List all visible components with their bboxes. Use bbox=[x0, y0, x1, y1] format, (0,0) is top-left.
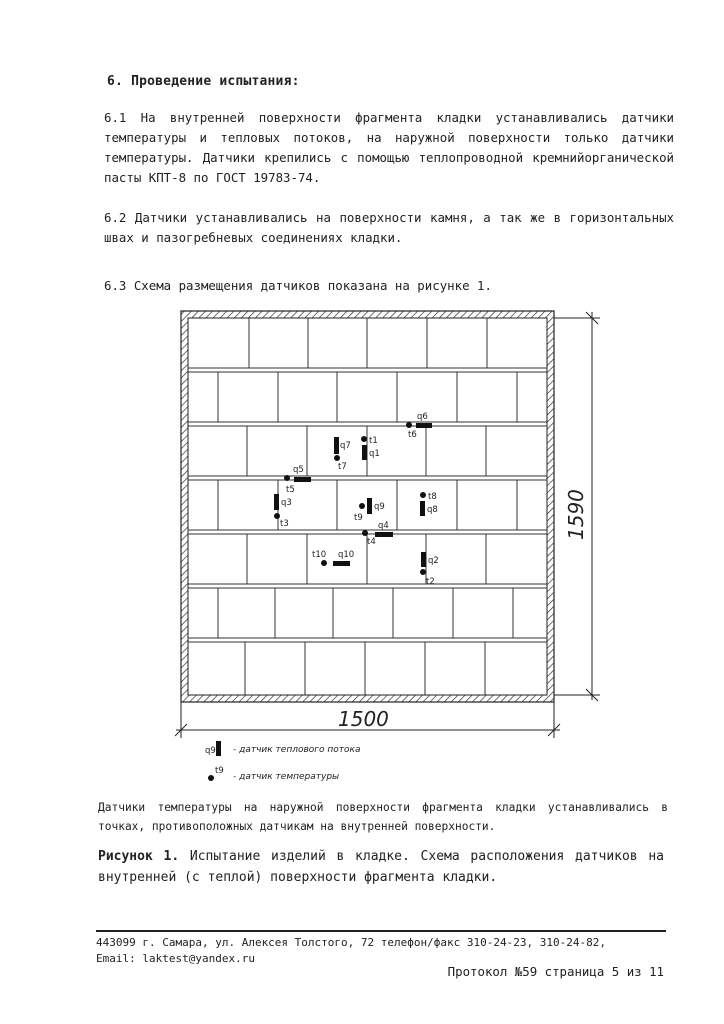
label-t9: t9 bbox=[354, 513, 363, 523]
label-q3: q3 bbox=[281, 498, 292, 508]
label-q7: q7 bbox=[340, 441, 351, 451]
sensor-q6-bar bbox=[416, 423, 432, 428]
label-q1: q1 bbox=[369, 449, 380, 459]
paragraph-6-1: 6.1 На внутренней поверхности фрагмента кладки устанавливались датчики температуры и тепловых потоков, на наружной поверхности только датчики температуры. Датчики крепились с помощью теплопроводной кремнийорганической пасты КПТ-8 по ГОСТ 19783-74. bbox=[104, 110, 674, 185]
sensor-q9-bar bbox=[367, 498, 372, 514]
sensor-q3-bar bbox=[274, 494, 279, 510]
sensor-t5-dot bbox=[284, 475, 290, 481]
sensor-t9-dot bbox=[359, 503, 365, 509]
footer-address: 443099 г. Самара, ул. Алексея Толстого, 72 телефон/факс 310-24-23, 310-24-82, bbox=[96, 936, 606, 949]
label-q2: q2 bbox=[428, 556, 439, 566]
height-dimension-label: 1590 bbox=[564, 489, 588, 540]
sensor-t2-dot bbox=[420, 569, 426, 575]
section-heading: 6. Проведение испытания: bbox=[107, 74, 300, 89]
sensor-t8-dot bbox=[420, 492, 426, 498]
label-t4: t4 bbox=[367, 537, 376, 547]
legend-temp-text: - датчик температуры bbox=[233, 772, 340, 782]
sensor-q1-bar bbox=[362, 445, 367, 460]
sensor-q7-bar bbox=[334, 437, 339, 454]
label-q6: q6 bbox=[417, 412, 428, 422]
label-t7: t7 bbox=[338, 462, 347, 472]
legend-q-symbol: q9 bbox=[205, 746, 216, 756]
sensor-t4-dot bbox=[362, 530, 368, 536]
label-q4: q4 bbox=[378, 521, 389, 531]
figure-note: Датчики температуры на наружной поверхности фрагмента кладки устанавливались в точках, противоположных датчикам на внутренней поверхности. bbox=[98, 801, 668, 833]
paragraph-6-2: 6.2 Датчики устанавливались на поверхности камня, а так же в горизонтальных швах и пазогребневых соединениях кладки. bbox=[104, 210, 674, 245]
sensor-q10-bar bbox=[333, 561, 350, 566]
legend bbox=[205, 741, 360, 782]
figure-caption-label: Рисунок 1. bbox=[98, 849, 180, 864]
figure-caption bbox=[98, 846, 664, 888]
paragraph-6-3: 6.3 Схема размещения датчиков показана на рисунке 1. bbox=[104, 278, 492, 293]
legend-t-symbol: t9 bbox=[215, 766, 224, 776]
label-t2: t2 bbox=[426, 577, 435, 587]
sensor-t7-dot bbox=[334, 455, 340, 461]
label-t8: t8 bbox=[428, 492, 437, 502]
footer-contacts bbox=[96, 935, 676, 967]
label-q10: q10 bbox=[338, 550, 355, 560]
label-t5: t5 bbox=[286, 485, 295, 495]
legend-dot-icon bbox=[208, 775, 214, 781]
label-q9: q9 bbox=[374, 502, 385, 512]
label-q8: q8 bbox=[427, 505, 438, 515]
legend-heat-flux-text: - датчик теплового потока bbox=[233, 745, 361, 755]
sensor-q8-bar bbox=[420, 501, 425, 516]
sensor-t10-dot bbox=[321, 560, 327, 566]
legend-bar-icon bbox=[216, 741, 221, 756]
label-t1: t1 bbox=[369, 436, 378, 446]
label-t3: t3 bbox=[280, 519, 289, 529]
sensor-t6-dot bbox=[406, 422, 412, 428]
sensor-q4-bar bbox=[375, 532, 393, 537]
footer-divider bbox=[96, 930, 666, 932]
sensor-q5-bar bbox=[294, 477, 311, 482]
label-t6: t6 bbox=[408, 430, 417, 440]
sensor-q2-bar bbox=[421, 552, 426, 567]
label-t10: t10 bbox=[312, 550, 327, 560]
footer-email: Email: laktest@yandex.ru bbox=[96, 952, 255, 965]
page-number: Протокол №59 страница 5 из 11 bbox=[447, 964, 664, 979]
width-dimension-label: 1500 bbox=[338, 707, 389, 731]
label-q5: q5 bbox=[293, 465, 304, 475]
figure-caption-text: Испытание изделий в кладке. Схема расположения датчиков на внутренней (с теплой) поверхности фрагмента кладки. bbox=[98, 849, 664, 885]
sensor-t1-dot bbox=[361, 436, 367, 442]
